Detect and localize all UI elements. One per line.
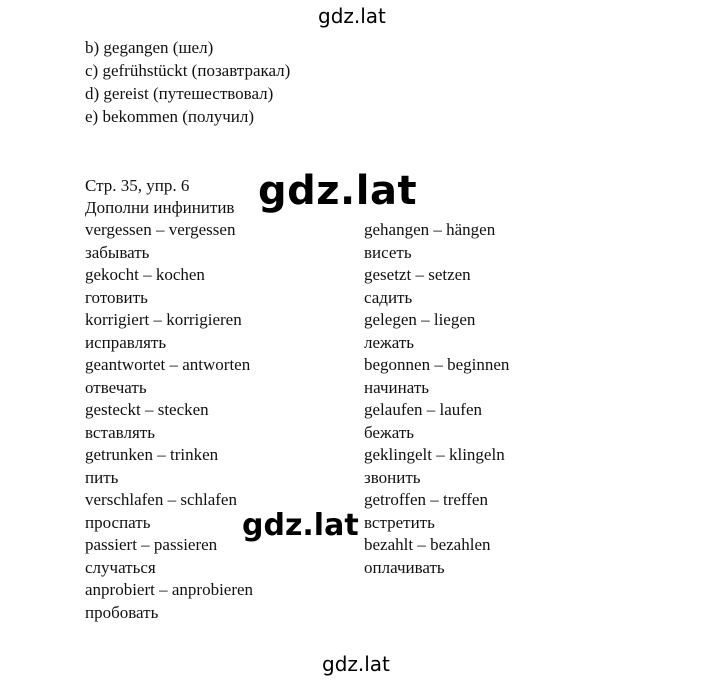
list-item: отвечать	[85, 377, 147, 397]
list-item: verschlafen – schlafen	[85, 490, 237, 509]
list-item: висеть	[364, 242, 412, 262]
exercise-header	[85, 175, 234, 219]
list-item: gehangen – hängen	[364, 220, 496, 239]
list-item: лежать	[364, 332, 415, 352]
list-item: gesteckt – stecken	[85, 400, 209, 419]
list-item: пить	[85, 467, 119, 487]
list-item: оплачивать	[364, 557, 445, 577]
list-item: geklingelt – klingeln	[364, 445, 505, 464]
list-item: gelaufen – laufen	[364, 400, 482, 419]
list-item: звонить	[364, 467, 421, 487]
answer-c: c) gefrühstückt (позавтракал)	[85, 61, 291, 80]
watermark-top: gdz.lat	[318, 4, 386, 28]
list-item: вставлять	[85, 422, 155, 442]
list-item: исправлять	[85, 332, 167, 352]
list-item: забывать	[85, 242, 150, 262]
list-item: встретить	[364, 512, 435, 532]
answer-d: d) gereist (путешествовал)	[85, 84, 274, 103]
list-item: пробовать	[85, 602, 159, 622]
answer-b: b) gegangen (шел)	[85, 38, 214, 57]
list-item: gesetzt – setzen	[364, 265, 471, 284]
list-item: getrunken – trinken	[85, 445, 219, 464]
left-column	[85, 219, 253, 624]
list-item: начинать	[364, 377, 429, 397]
answers-list	[85, 36, 290, 128]
list-item: gekocht – kochen	[85, 265, 205, 284]
answer-e: e) bekommen (получил)	[85, 107, 255, 126]
list-item: бежать	[364, 422, 415, 442]
list-item: geantwortet – antworten	[85, 355, 251, 374]
right-column	[364, 219, 509, 579]
list-item: случаться	[85, 557, 156, 577]
watermark-middle: gdz.lat	[258, 168, 418, 214]
list-item: passiert – passieren	[85, 535, 218, 554]
exercise-reference: Стр. 35, упр. 6	[85, 176, 190, 195]
exercise-instruction: Дополни инфинитив	[85, 198, 235, 217]
list-item: begonnen – beginnen	[364, 355, 510, 374]
watermark-lower: gdz.lat	[242, 508, 359, 543]
list-item: gelegen – liegen	[364, 310, 476, 329]
list-item: bezahlt – bezahlen	[364, 535, 491, 554]
list-item: проспать	[85, 512, 151, 532]
list-item: getroffen – treffen	[364, 490, 488, 509]
list-item: vergessen – vergessen	[85, 220, 236, 239]
list-item: korrigiert – korrigieren	[85, 310, 242, 329]
list-item: готовить	[85, 287, 148, 307]
list-item: anprobiert – anprobieren	[85, 580, 254, 599]
watermark-bottom: gdz.lat	[322, 652, 390, 676]
list-item: садить	[364, 287, 413, 307]
